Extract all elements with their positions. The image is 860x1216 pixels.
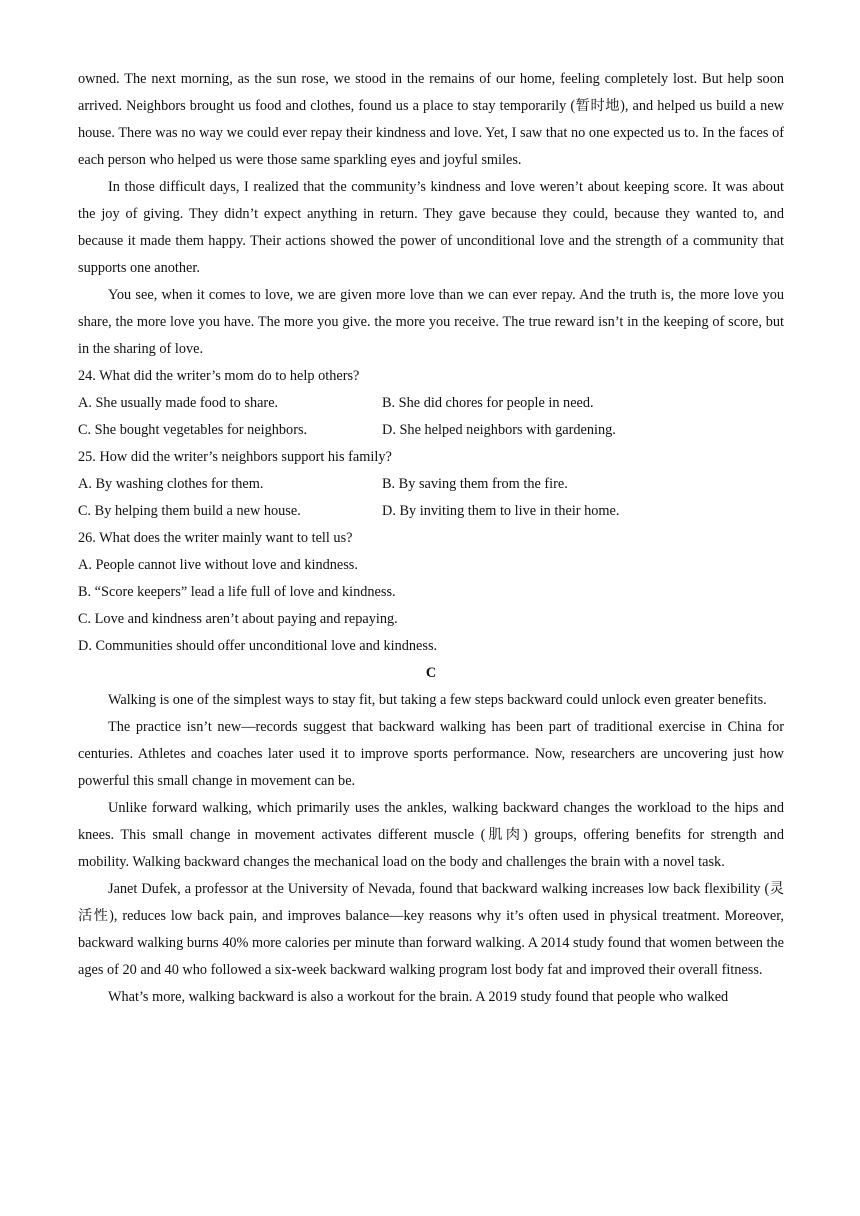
- passage-c: [78, 660, 784, 1011]
- question-26: [78, 525, 784, 660]
- paragraph: What’s more, walking backward is also a workout for the brain. A 2019 study found that people who walked: [108, 989, 729, 1005]
- paragraph: Janet Dufek, a professor at the University of Nevada, found that backward walking increases low back flexibility (灵活性), reduces low back pain, and improves balance—key reasons why it’s often used in physical treatment. Moreover, backward walking burns 40% more calories per minute than forward walking. A 2014 study found that women between the ages of 20 and 40 who followed a six-week backward walking program lost body fat and improved their overall fitness.: [78, 881, 784, 978]
- paragraph: In those difficult days, I realized that the community’s kindness and love weren’t about keeping score. It was about the joy of giving. They didn’t expect anything in return. They gave because they could, because they wanted to, and because it made them happy. Their actions showed the power of unconditional love and the strength of a community that supports one another.: [78, 179, 784, 276]
- option-a: A. By washing clothes for them.: [78, 476, 264, 492]
- option-d: D. Communities should offer unconditional love and kindness.: [78, 638, 438, 654]
- paragraph: The practice isn’t new—records suggest that backward walking has been part of traditional exercise in China for centuries. Athletes and coaches later used it to improve sports performance. Now, researchers are uncovering just how powerful this small change in movement can be.: [78, 719, 784, 789]
- passage-b-tail: [78, 66, 784, 363]
- question-stem: 25. How did the writer’s neighbors support his family?: [78, 449, 392, 465]
- question-24: [78, 363, 784, 444]
- option-b: B. She did chores for people in need.: [382, 395, 594, 411]
- question-25: [78, 444, 784, 525]
- option-b: B. By saving them from the fire.: [382, 476, 568, 492]
- paragraph: Walking is one of the simplest ways to stay fit, but taking a few steps backward could unlock even greater benefits.: [108, 692, 767, 708]
- option-c: C. Love and kindness aren’t about paying and repaying.: [78, 611, 398, 627]
- section-heading: C: [425, 665, 437, 681]
- question-stem: 26. What does the writer mainly want to tell us?: [78, 530, 353, 546]
- question-stem: 24. What did the writer’s mom do to help others?: [78, 368, 360, 384]
- option-a: A. People cannot live without love and kindness.: [78, 557, 358, 573]
- option-a: A. She usually made food to share.: [78, 395, 279, 411]
- option-c: C. By helping them build a new house.: [78, 503, 301, 519]
- option-d: D. By inviting them to live in their home.: [382, 503, 620, 519]
- paragraph: Unlike forward walking, which primarily uses the ankles, walking backward changes the workload to the hips and knees. This small change in movement activates different muscle (肌肉) groups, offering benefits for strength and mobility. Walking backward changes the mechanical load on the body and challenges the brain with a novel task.: [78, 800, 784, 870]
- option-b: B. “Score keepers” lead a life full of love and kindness.: [78, 584, 396, 600]
- option-d: D. She helped neighbors with gardening.: [382, 422, 616, 438]
- option-c: C. She bought vegetables for neighbors.: [78, 422, 308, 438]
- paragraph: owned. The next morning, as the sun rose, we stood in the remains of our home, feeling completely lost. But help soon arrived. Neighbors brought us food and clothes, found us a place to stay temporarily (暂时地), and helped us build a new house. There was no way we could ever repay their kindness and love. Yet, I saw that no one expected us to. In the faces of each person who helped us were those same sparkling eyes and joyful smiles.: [78, 71, 784, 168]
- paragraph: You see, when it comes to love, we are given more love than we can ever repay. And the truth is, the more love you share, the more love you have. The more you give. the more you receive. The true reward isn’t in the keeping of score, but in the sharing of love.: [78, 287, 784, 357]
